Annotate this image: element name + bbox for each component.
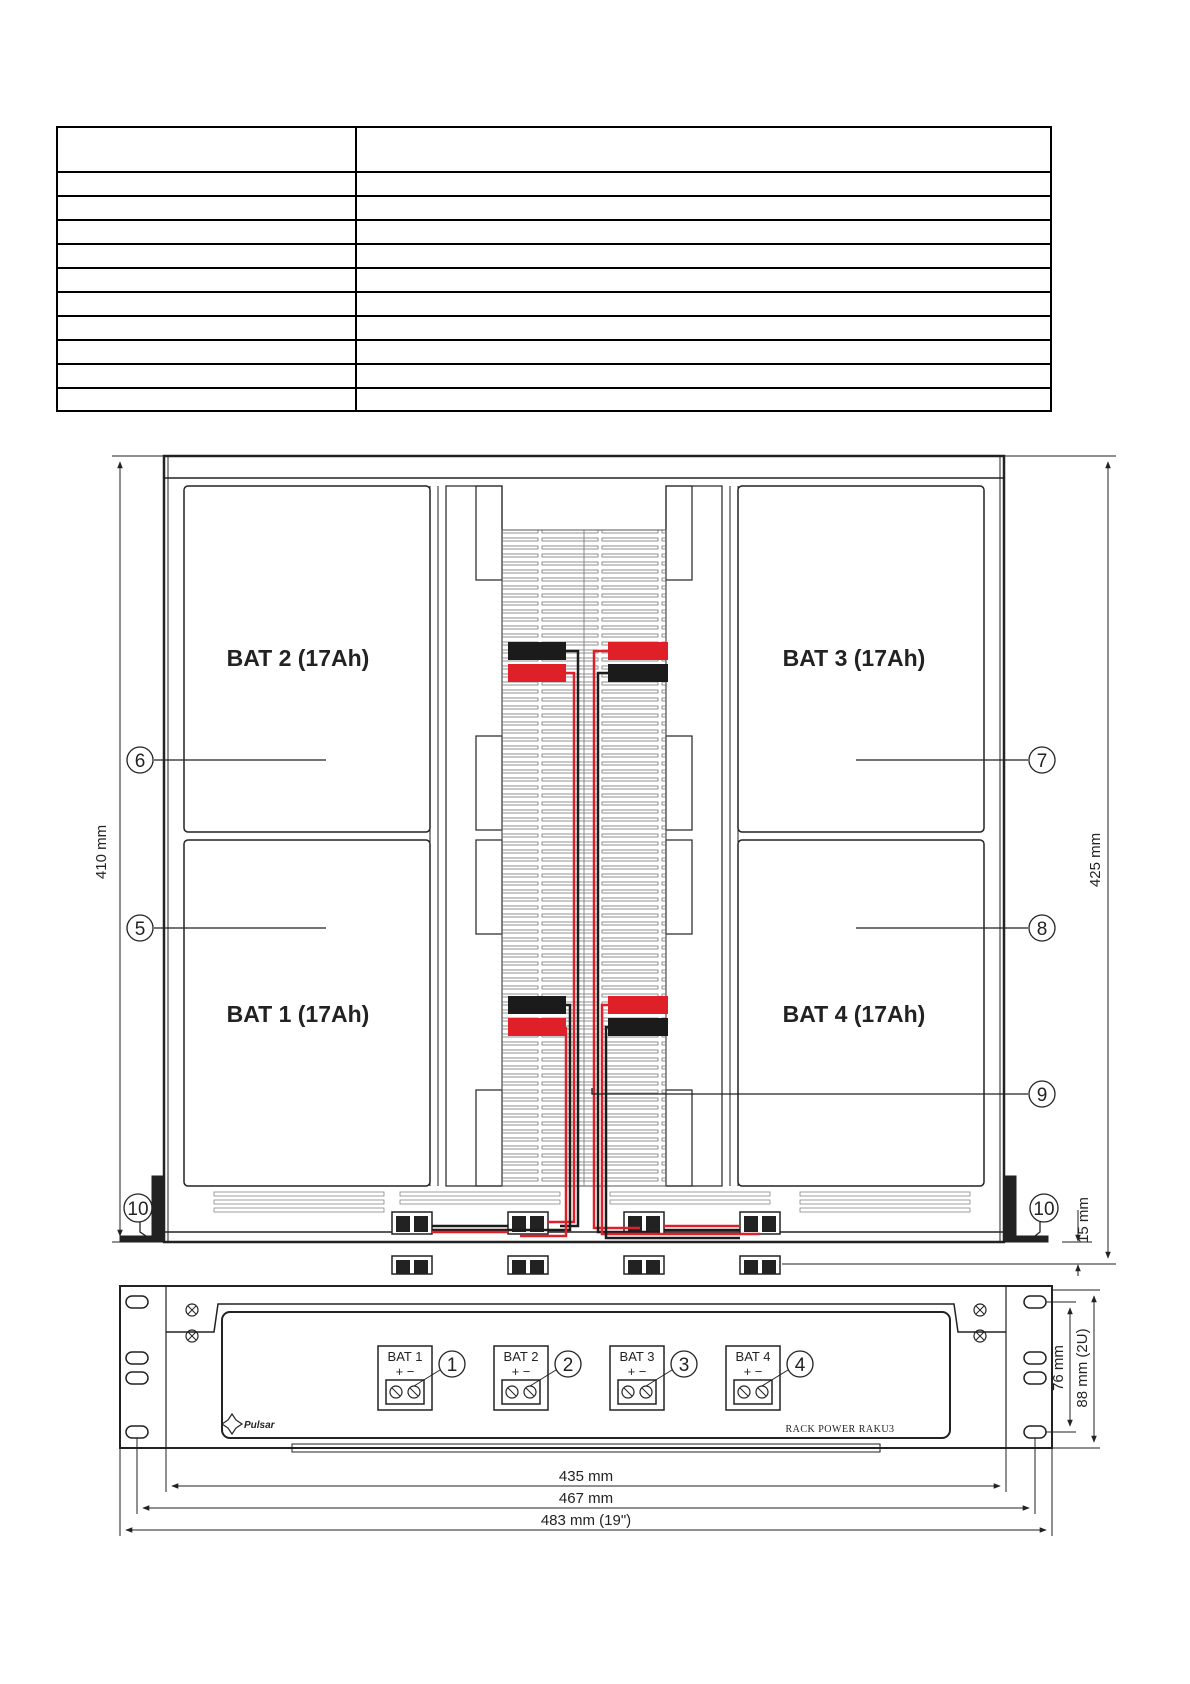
bat4-terminal-red: [608, 996, 668, 1014]
panel-inner: [222, 1312, 950, 1438]
callout-1: 1: [446, 1355, 458, 1376]
bat1-terminal-red: [508, 1018, 566, 1036]
bat2-terminal-red: [508, 664, 566, 682]
dim-foot-15: 15 mm: [1075, 1197, 1092, 1243]
battery-bat4-label: BAT 4 (17Ah): [782, 1001, 926, 1027]
front-label-bat3: BAT 3: [619, 1349, 655, 1364]
callout-5: 5: [134, 919, 146, 940]
dim-height-76: 76 mm: [1050, 1345, 1067, 1391]
callout-9: 9: [1036, 1085, 1048, 1106]
bat2-terminal-black: [508, 642, 566, 660]
battery-bat3-label: BAT 3 (17Ah): [782, 645, 926, 671]
callout-8: 8: [1036, 919, 1048, 940]
top-view: [164, 456, 1004, 1242]
front-polarity-3: + −: [627, 1364, 647, 1379]
front-label-bat4: BAT 4: [735, 1349, 771, 1364]
callout-10-right: 10: [1033, 1199, 1055, 1220]
dim-height-88: 88 mm (2U): [1074, 1328, 1091, 1408]
dim-width-483: 483 mm (19"): [540, 1512, 632, 1529]
terminal-block: [740, 1256, 780, 1274]
bat3-terminal-red: [608, 642, 668, 660]
bat1-terminal-black: [508, 996, 566, 1014]
dim-width-467: 467 mm: [558, 1490, 614, 1507]
terminal-block: [624, 1212, 664, 1234]
dim-depth-410: 410 mm: [93, 824, 110, 880]
front-label-bat2: BAT 2: [503, 1349, 539, 1364]
dim-width-435: 435 mm: [558, 1468, 614, 1485]
terminal-block: [508, 1256, 548, 1274]
terminal-block: [740, 1212, 780, 1234]
front-polarity-4: + −: [743, 1364, 763, 1379]
battery-bat2-label: BAT 2 (17Ah): [226, 645, 370, 671]
front-label-bat1: BAT 1: [387, 1349, 423, 1364]
battery-bat1-label: BAT 1 (17Ah): [226, 1001, 370, 1027]
dim-depth-425: 425 mm: [1087, 832, 1104, 888]
callout-7: 7: [1036, 751, 1048, 772]
callout-2: 2: [562, 1355, 574, 1376]
terminal-block: [624, 1256, 664, 1274]
front-polarity-2: + −: [511, 1364, 531, 1379]
brand-logo-icon: [222, 1414, 242, 1434]
brand-name: Pulsar: [244, 1420, 275, 1431]
callout-4: 4: [794, 1355, 806, 1376]
model-name: RACK POWER RAKU3: [785, 1424, 895, 1435]
callout-6: 6: [134, 751, 146, 772]
front-polarity-1: + −: [395, 1364, 415, 1379]
terminal-block: [392, 1212, 432, 1234]
bat4-terminal-black: [608, 1018, 668, 1036]
callout-10-left: 10: [127, 1199, 149, 1220]
callout-3: 3: [678, 1355, 690, 1376]
bat3-terminal-black: [608, 664, 668, 682]
terminal-block: [392, 1256, 432, 1274]
